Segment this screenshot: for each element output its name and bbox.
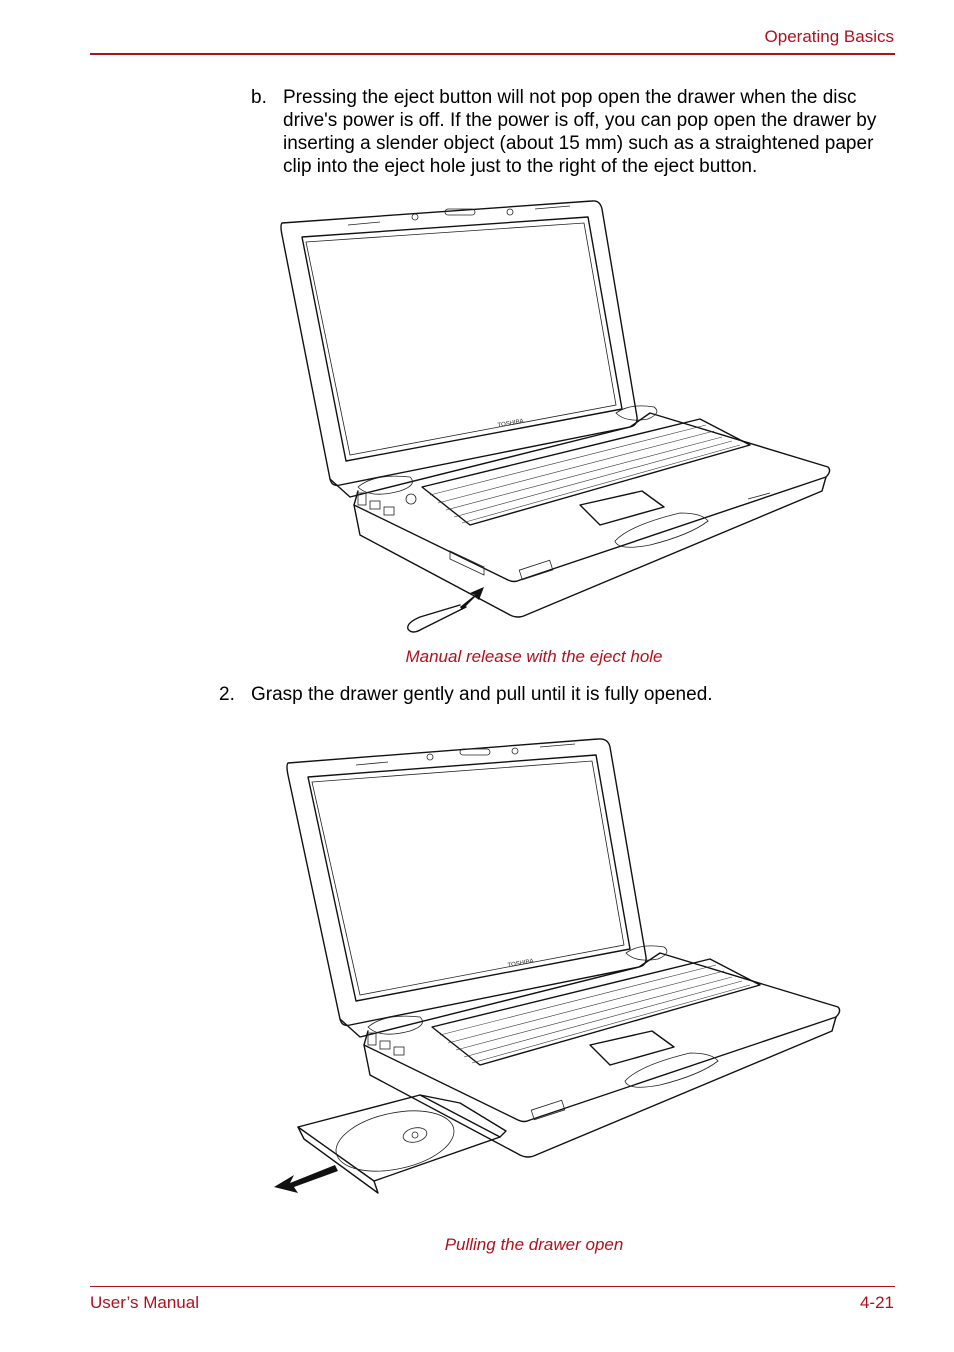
step-number: 2.	[219, 684, 235, 705]
figure-pulling-drawer-illustration	[270, 735, 850, 1215]
header-rule	[90, 53, 895, 55]
svg-text:TOSHIBA: TOSHIBA	[507, 958, 535, 969]
list-marker: b.	[251, 87, 267, 108]
page-number: 4-21	[859, 1293, 894, 1312]
figure-manual-release-illustration	[270, 195, 840, 635]
svg-text:TOSHIBA: TOSHIBA	[497, 418, 525, 429]
step-2	[219, 683, 713, 706]
figure-caption: Pulling the drawer open	[444, 1235, 624, 1254]
figure-caption: Manual release with the eject hole	[405, 647, 663, 666]
footer-manual-title: User’s Manual	[90, 1293, 199, 1312]
list-item-b	[251, 86, 901, 178]
list-item-text: Pressing the eject button will not pop open the drawer when the disc drive's power is off. If the power is off, you can pop open the drawer by inserting a slender object (about 15 mm) such as a straightened paper clip into the eject hole just to the right of the eject button.	[283, 87, 877, 177]
step-text: Grasp the drawer gently and pull until it is fully opened.	[251, 684, 713, 705]
footer-rule	[90, 1286, 895, 1287]
section-title: Operating Basics	[764, 27, 894, 46]
